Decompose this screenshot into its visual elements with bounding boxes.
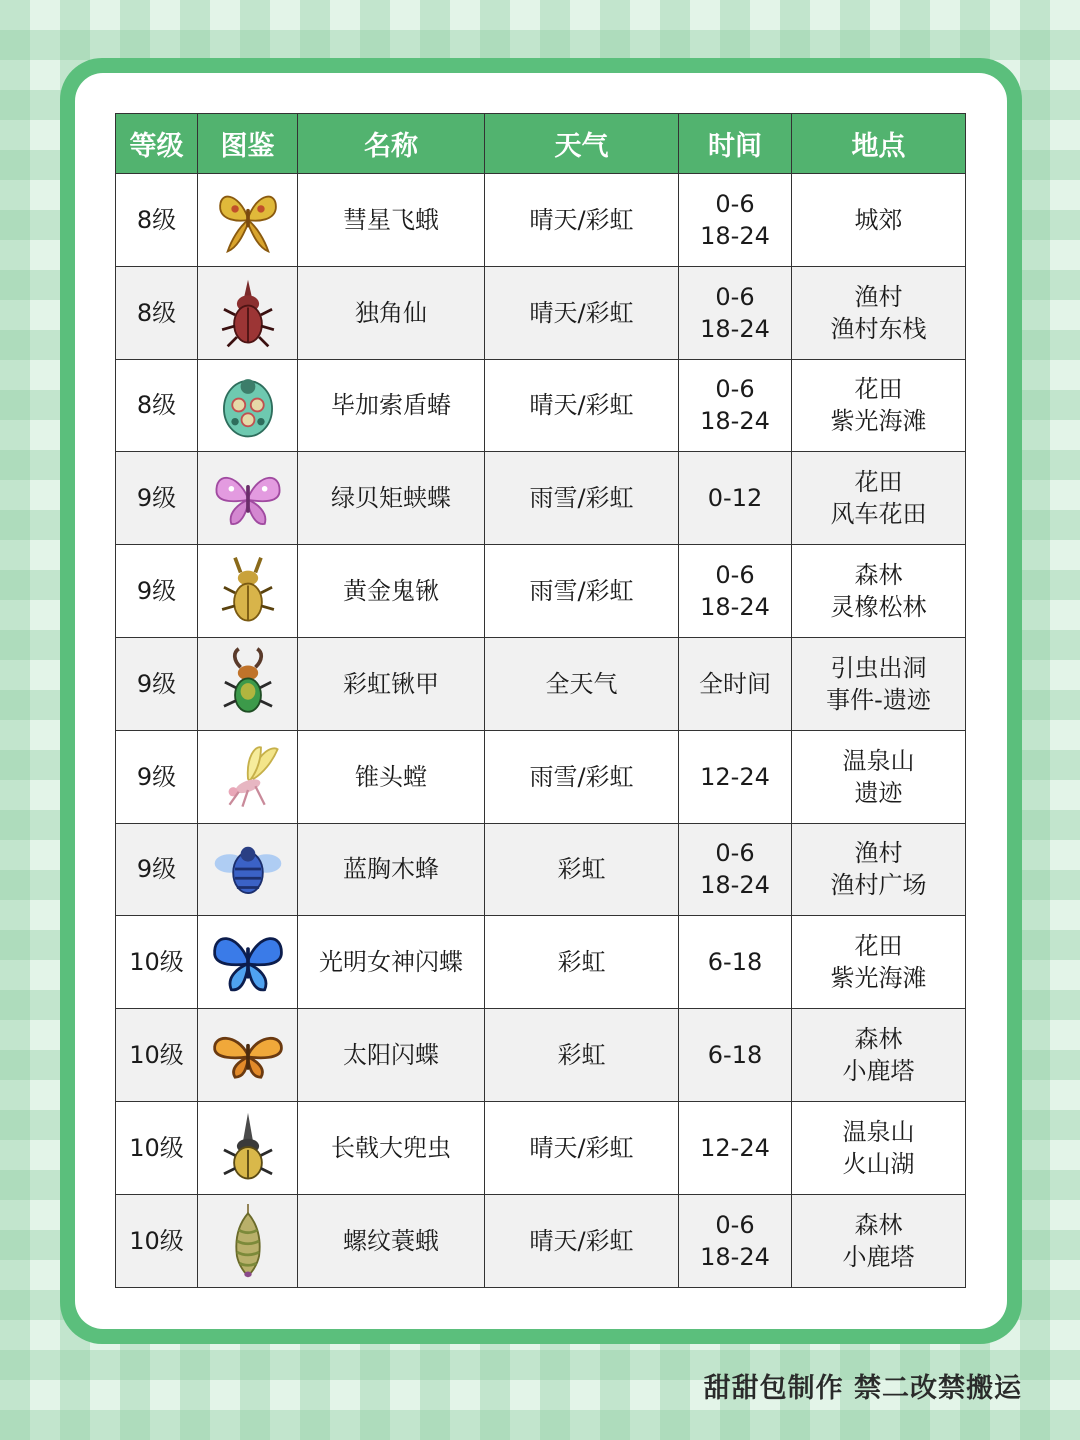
- insect-table: [115, 113, 966, 1288]
- location-line: 火山湖: [842, 1149, 915, 1178]
- rhinoceros-beetle-icon: [198, 276, 297, 350]
- name-cell: 蓝胸木蜂: [298, 823, 485, 916]
- location-line: 紫光海滩: [830, 964, 927, 993]
- weather-cell: 彩虹: [485, 823, 679, 916]
- level-cell: 9级: [116, 637, 198, 730]
- level-cell: 9级: [116, 823, 198, 916]
- time-cell: [679, 1101, 792, 1194]
- time-line: 18-24: [700, 593, 770, 622]
- level-cell: 9级: [116, 452, 198, 545]
- time-cell: [679, 916, 792, 1009]
- level-cell: 8级: [116, 266, 198, 359]
- icon-cell: [198, 1194, 298, 1287]
- location-cell: [792, 359, 966, 452]
- weather-cell: 晴天/彩虹: [485, 359, 679, 452]
- location-cell: [792, 266, 966, 359]
- location-cell: [792, 452, 966, 545]
- weather-cell: 雨雪/彩虹: [485, 545, 679, 638]
- icon-cell: [198, 266, 298, 359]
- location-cell: [792, 1194, 966, 1287]
- mantis-icon: [198, 740, 297, 814]
- time-line: 18-24: [700, 314, 770, 343]
- time-line: 6-18: [707, 1041, 763, 1070]
- weather-cell: 彩虹: [485, 916, 679, 1009]
- icon-cell: [198, 545, 298, 638]
- time-line: 12-24: [700, 1133, 770, 1162]
- table-row: [116, 266, 966, 359]
- golden-stag-beetle-icon: [198, 554, 297, 628]
- name-cell: 彗星飞蛾: [298, 174, 485, 267]
- time-cell: [679, 823, 792, 916]
- location-cell: [792, 174, 966, 267]
- level-cell: 10级: [116, 1101, 198, 1194]
- location-line: 花田: [854, 468, 903, 497]
- time-line: 0-6: [715, 839, 755, 868]
- time-cell: [679, 452, 792, 545]
- icon-cell: [198, 1101, 298, 1194]
- location-line: 森林: [854, 561, 903, 590]
- location-line: 温泉山: [842, 1117, 915, 1146]
- sunset-butterfly-icon: [198, 1018, 297, 1092]
- time-cell: [679, 1009, 792, 1102]
- level-cell: 9级: [116, 545, 198, 638]
- hercules-beetle-icon: [198, 1111, 297, 1185]
- comet-moth-icon: [198, 183, 297, 257]
- location-line: 城郊: [854, 205, 903, 234]
- table-row: [116, 823, 966, 916]
- location-line: 渔村: [854, 282, 903, 311]
- location-line: 风车花田: [830, 500, 927, 529]
- rainbow-stag-icon: [198, 647, 297, 721]
- time-line: 12-24: [700, 762, 770, 791]
- icon-cell: [198, 1009, 298, 1102]
- name-cell: 锥头螳: [298, 730, 485, 823]
- icon-cell: [198, 823, 298, 916]
- table-row: [116, 545, 966, 638]
- location-line: 渔村: [854, 839, 903, 868]
- weather-cell: 晴天/彩虹: [485, 1101, 679, 1194]
- location-cell: [792, 1009, 966, 1102]
- name-cell: 光明女神闪蝶: [298, 916, 485, 1009]
- time-cell: [679, 545, 792, 638]
- table-row: [116, 359, 966, 452]
- location-cell: [792, 823, 966, 916]
- table-row: [116, 730, 966, 823]
- table-row: [116, 1194, 966, 1287]
- location-line: 灵橡松林: [830, 593, 927, 622]
- location-cell: [792, 545, 966, 638]
- time-line: 18-24: [700, 407, 770, 436]
- weather-cell: 雨雪/彩虹: [485, 730, 679, 823]
- table-row: [116, 174, 966, 267]
- weather-cell: 晴天/彩虹: [485, 266, 679, 359]
- icon-cell: [198, 637, 298, 730]
- location-line: 温泉山: [842, 746, 915, 775]
- time-cell: [679, 730, 792, 823]
- time-line: 6-18: [707, 948, 763, 977]
- name-cell: 彩虹锹甲: [298, 637, 485, 730]
- header-icon: 图鉴: [198, 114, 298, 174]
- location-line: 紫光海滩: [830, 407, 927, 436]
- location-line: 事件-遗迹: [826, 685, 931, 714]
- time-line: 18-24: [700, 1242, 770, 1271]
- weather-cell: 雨雪/彩虹: [485, 452, 679, 545]
- icon-cell: [198, 916, 298, 1009]
- table-row: [116, 637, 966, 730]
- time-cell: [679, 174, 792, 267]
- time-line: 0-6: [715, 189, 755, 218]
- location-line: 引虫出洞: [830, 653, 927, 682]
- table-header-row: [116, 114, 966, 174]
- weather-cell: 晴天/彩虹: [485, 174, 679, 267]
- location-line: 渔村东栈: [830, 314, 927, 343]
- level-cell: 10级: [116, 1194, 198, 1287]
- time-cell: [679, 1194, 792, 1287]
- name-cell: 长戟大兜虫: [298, 1101, 485, 1194]
- table-row: [116, 1009, 966, 1102]
- icon-cell: [198, 359, 298, 452]
- time-line: 0-6: [715, 375, 755, 404]
- name-cell: 绿贝矩蛱蝶: [298, 452, 485, 545]
- location-cell: [792, 730, 966, 823]
- header-name: 名称: [298, 114, 485, 174]
- icon-cell: [198, 730, 298, 823]
- table-row: [116, 452, 966, 545]
- name-cell: 独角仙: [298, 266, 485, 359]
- pink-butterfly-icon: [198, 461, 297, 535]
- location-line: 小鹿塔: [842, 1057, 915, 1086]
- time-line: 0-6: [715, 282, 755, 311]
- level-cell: 9级: [116, 730, 198, 823]
- location-line: 森林: [854, 1210, 903, 1239]
- location-cell: [792, 916, 966, 1009]
- weather-cell: 全天气: [485, 637, 679, 730]
- time-line: 0-6: [715, 1210, 755, 1239]
- location-line: 花田: [854, 932, 903, 961]
- header-time: 时间: [679, 114, 792, 174]
- blue-bee-icon: [198, 832, 297, 906]
- name-cell: 太阳闪蝶: [298, 1009, 485, 1102]
- time-line: 0-6: [715, 561, 755, 590]
- time-cell: [679, 266, 792, 359]
- location-line: 森林: [854, 1025, 903, 1054]
- table-row: [116, 916, 966, 1009]
- card-frame: [60, 58, 1022, 1344]
- icon-cell: [198, 174, 298, 267]
- level-cell: 8级: [116, 359, 198, 452]
- level-cell: 10级: [116, 1009, 198, 1102]
- time-cell: [679, 359, 792, 452]
- location-line: 渔村广场: [830, 871, 927, 900]
- name-cell: 黄金鬼锹: [298, 545, 485, 638]
- location-cell: [792, 637, 966, 730]
- header-location: 地点: [792, 114, 966, 174]
- icon-cell: [198, 452, 298, 545]
- header-level: 等级: [116, 114, 198, 174]
- time-line: 18-24: [700, 221, 770, 250]
- time-line: 全时间: [699, 669, 771, 698]
- location-line: 小鹿塔: [842, 1242, 915, 1271]
- card: [75, 73, 1007, 1329]
- picasso-bug-icon: [198, 368, 297, 442]
- weather-cell: 彩虹: [485, 1009, 679, 1102]
- name-cell: 毕加索盾蝽: [298, 359, 485, 452]
- table-row: [116, 1101, 966, 1194]
- blue-morpho-icon: [198, 925, 297, 999]
- location-line: 花田: [854, 375, 903, 404]
- weather-cell: 晴天/彩虹: [485, 1194, 679, 1287]
- time-line: 18-24: [700, 871, 770, 900]
- location-line: 遗迹: [854, 778, 903, 807]
- time-line: 0-12: [707, 484, 763, 513]
- time-cell: [679, 637, 792, 730]
- header-weather: 天气: [485, 114, 679, 174]
- footer-credit: 甜甜包制作 禁二改禁搬运: [703, 1373, 1022, 1404]
- location-cell: [792, 1101, 966, 1194]
- bagworm-icon: [198, 1204, 297, 1278]
- level-cell: 10级: [116, 916, 198, 1009]
- level-cell: 8级: [116, 174, 198, 267]
- name-cell: 螺纹蓑蛾: [298, 1194, 485, 1287]
